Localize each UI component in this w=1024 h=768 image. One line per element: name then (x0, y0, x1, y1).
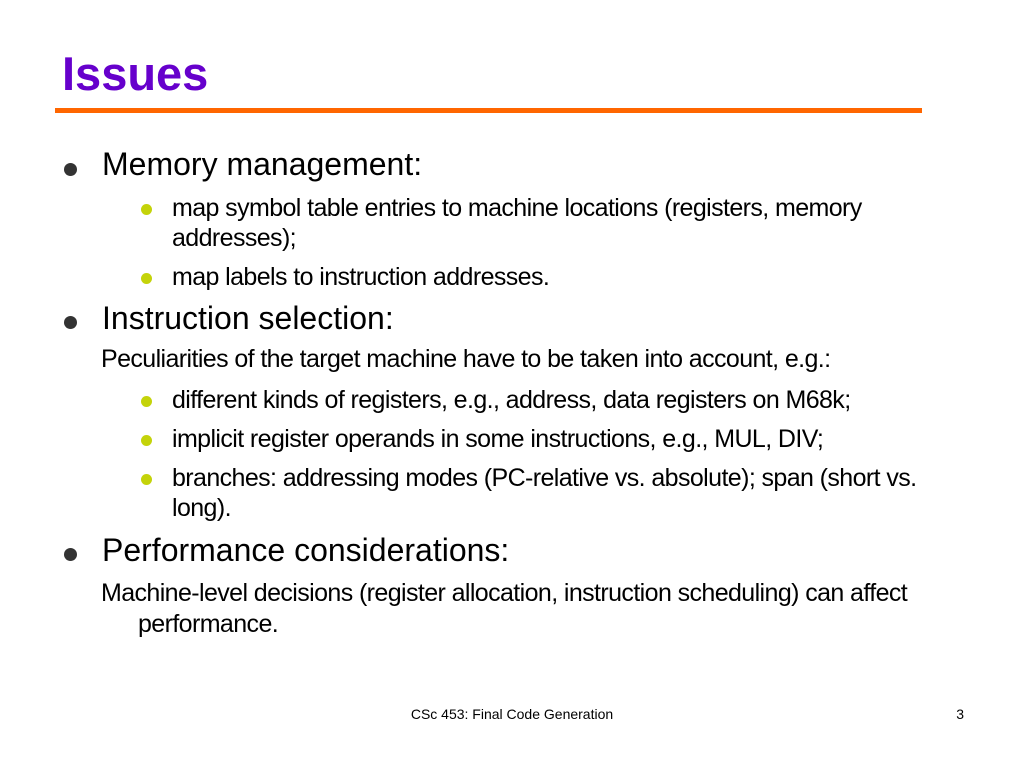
page-number: 3 (956, 706, 964, 722)
list-item: implicit register operands in some instructions, e.g., MUL, DIV; (172, 425, 824, 453)
list-item: map symbol table entries to machine locations (registers, memory addresses); (172, 194, 862, 252)
bullet-dot-icon (64, 163, 77, 176)
footer-course-title: CSc 453: Final Code Generation (410, 706, 614, 722)
section-heading-performance: Performance considerations: (102, 532, 510, 568)
list-item: different kinds of registers, e.g., address, data registers on M68k; (172, 386, 851, 414)
sub-bullet-dot-icon (141, 435, 152, 446)
sub-bullet-dot-icon (141, 204, 152, 215)
list-item: map labels to instruction addresses. (172, 263, 550, 291)
title-underline (55, 108, 922, 113)
section-heading-memory: Memory management: (102, 146, 423, 182)
bullet-dot-icon (64, 548, 77, 561)
slide-title: Issues (62, 47, 209, 100)
sub-bullet-dot-icon (141, 396, 152, 407)
section-note: Peculiarities of the target machine have to be taken into account, e.g.: (101, 345, 831, 373)
section-note: Machine-level decisions (register allocation, instruction scheduling) can affect performance. (101, 579, 908, 638)
sub-bullet-dot-icon (141, 474, 152, 485)
section-heading-instruction-selection: Instruction selection: (102, 300, 394, 336)
sub-bullet-dot-icon (141, 273, 152, 284)
bullet-dot-icon (64, 316, 77, 329)
list-item: branches: addressing modes (PC-relative vs. absolute); span (short vs. long). (172, 464, 917, 522)
